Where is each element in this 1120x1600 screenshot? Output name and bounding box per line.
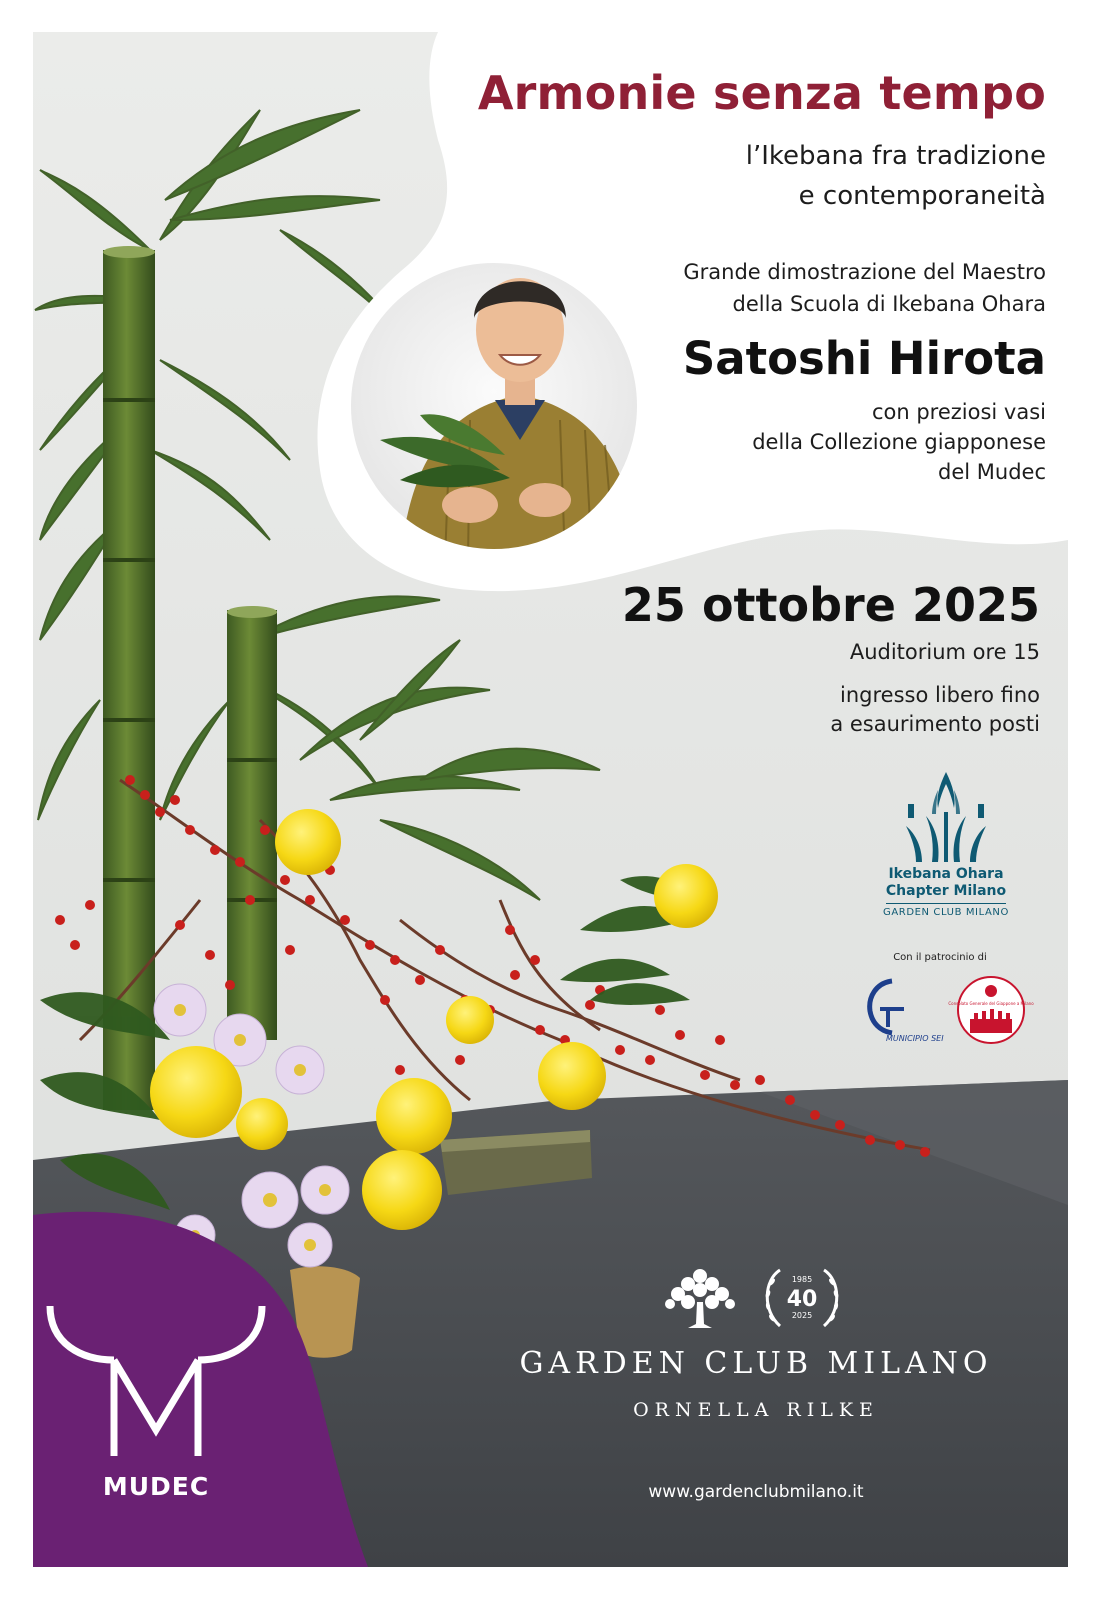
- municipio-sei-logo: [858, 973, 944, 1045]
- consolato-giappone-logo: [948, 975, 1034, 1045]
- garden-club-subname: ORNELLA RILKE: [633, 1399, 879, 1421]
- consolato-label: Consolato Generale del Giappone a Milano: [948, 1001, 1034, 1006]
- ikebana-ohara-logo: [876, 768, 1016, 928]
- mudec-label: MUDEC: [102, 1472, 210, 1501]
- event-title: Armonie senza tempo: [477, 66, 1046, 120]
- badge-year-start: 1985: [791, 1275, 813, 1284]
- municipio-label: MUNICIPIO SEI: [886, 1034, 944, 1043]
- vases-note-line1: con preziosi vasi: [871, 400, 1046, 424]
- badge-year-end: 2025: [791, 1311, 813, 1320]
- demonstration-intro-line2: della Scuola di Ikebana Ohara: [732, 292, 1046, 316]
- event-date: 25 ottobre 2025: [621, 578, 1040, 632]
- ikebana-logo-line1: Ikebana Ohara: [888, 866, 1004, 882]
- entry-note-line2: a esaurimento posti: [830, 712, 1040, 736]
- badge-number: 40: [786, 1287, 818, 1312]
- vases-note-line3: del Mudec: [938, 460, 1046, 484]
- vases-note-line2: della Collezione giapponese: [752, 430, 1046, 454]
- event-subtitle-line2: e contemporaneità: [798, 181, 1046, 211]
- event-venue-time: Auditorium ore 15: [849, 640, 1040, 664]
- tree-icon: [665, 1269, 735, 1328]
- ikebana-logo-divider: [886, 903, 1006, 904]
- demonstration-intro-line1: Grande dimostrazione del Maestro: [683, 260, 1046, 284]
- entry-note-line1: ingresso libero fino: [840, 683, 1040, 707]
- website-link[interactable]: www.gardenclubmilano.it: [648, 1482, 864, 1502]
- garden-club-name: GARDEN CLUB MILANO: [519, 1346, 993, 1381]
- mudec-logo: [42, 1300, 270, 1470]
- event-subtitle-line1: l’Ikebana fra tradizione: [745, 141, 1046, 171]
- master-name: Satoshi Hirota: [682, 332, 1046, 385]
- ikebana-logo-line3: GARDEN CLUB MILANO: [882, 907, 1009, 918]
- ikebana-logo-line2: Chapter Milano: [885, 883, 1007, 899]
- garden-club-emblems: [664, 1262, 840, 1334]
- patronage-label: Con il patrocinio di: [893, 952, 987, 963]
